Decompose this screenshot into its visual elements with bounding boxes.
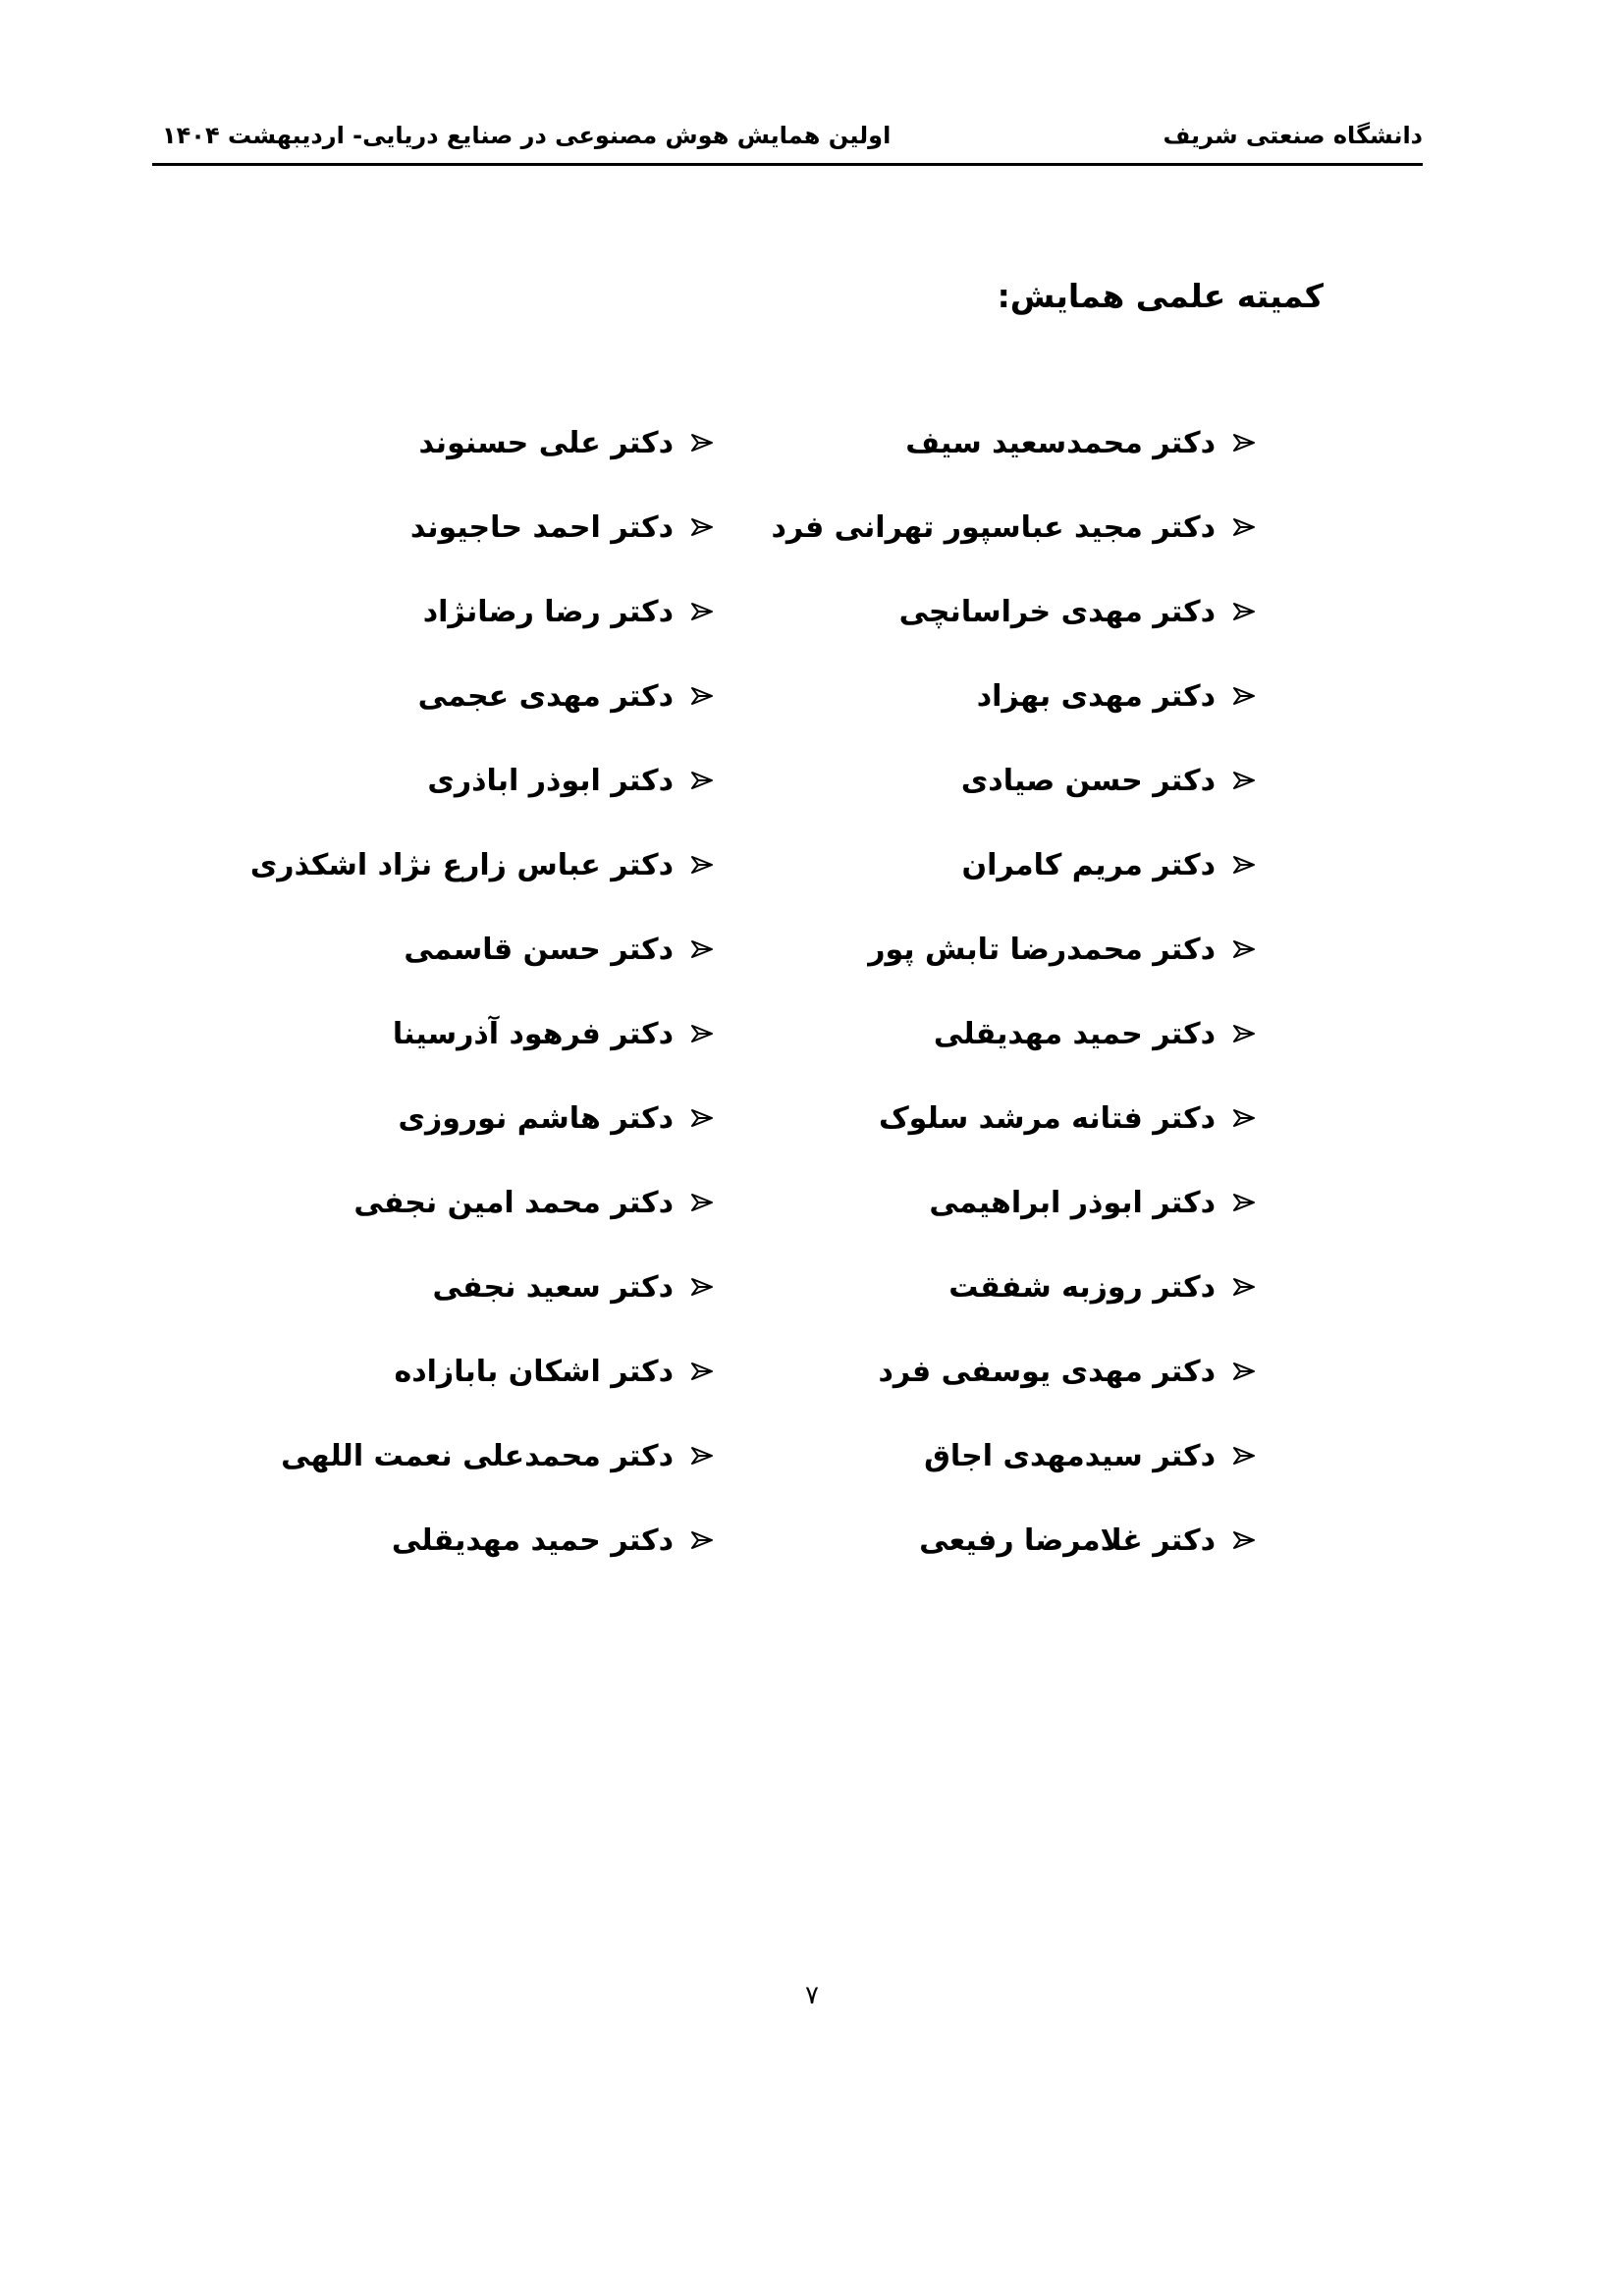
arrow-bullet-icon	[1229, 770, 1257, 791]
committee-member-name: دکتر سیدمهدی اجاق	[924, 1438, 1216, 1473]
committee-member-name: دکتر سعید نجفی	[432, 1269, 674, 1305]
arrow-bullet-icon	[1229, 1107, 1257, 1129]
committee-member	[772, 1076, 1257, 1160]
committee-member	[250, 907, 715, 991]
committee-member-name: دکتر غلامرضا رفیعی	[919, 1522, 1216, 1558]
arrow-bullet-icon	[687, 432, 715, 454]
arrow-bullet-icon	[687, 1107, 715, 1129]
arrow-bullet-icon	[687, 1192, 715, 1213]
committee-member-name: دکتر مجید عباسپور تهرانی فرد	[771, 509, 1216, 545]
committee-member	[772, 991, 1257, 1076]
arrow-bullet-icon	[687, 685, 715, 707]
committee-member	[772, 907, 1257, 991]
arrow-bullet-icon	[687, 1361, 715, 1382]
arrow-bullet-icon	[1229, 1192, 1257, 1213]
committee-member	[250, 823, 715, 907]
committee-member-name: دکتر مهدی یوسفی فرد	[878, 1354, 1216, 1389]
arrow-bullet-icon	[687, 854, 715, 876]
page-header	[152, 116, 1423, 166]
committee-member	[250, 991, 715, 1076]
header-conference-title: اولین همایش هوش مصنوعی در صنایع دریایی- اردیبهشت ۱۴۰۴	[162, 122, 892, 149]
arrow-bullet-icon	[687, 516, 715, 538]
arrow-bullet-icon	[1229, 854, 1257, 876]
arrow-bullet-icon	[1229, 685, 1257, 707]
arrow-bullet-icon	[1229, 1276, 1257, 1298]
arrow-bullet-icon	[687, 1445, 715, 1467]
committee-member-name: دکتر ابوذر ابراهیمی	[929, 1185, 1216, 1220]
committee-member-name: دکتر مهدی عجمی	[417, 678, 674, 714]
arrow-bullet-icon	[687, 938, 715, 960]
committee-member	[772, 823, 1257, 907]
committee-member	[772, 1160, 1257, 1245]
committee-member	[250, 1498, 715, 1582]
committee-member-name: دکتر مهدی بهزاد	[976, 678, 1216, 714]
committee-member	[250, 1245, 715, 1329]
committee-member-name: دکتر حمید مهدیقلی	[391, 1522, 674, 1558]
committee-member-name: دکتر محمدرضا تابش پور	[868, 932, 1216, 967]
arrow-bullet-icon	[1229, 938, 1257, 960]
arrow-bullet-icon	[687, 1529, 715, 1551]
committee-member	[772, 569, 1257, 654]
committee-member-name: دکتر محمد امین نجفی	[353, 1185, 674, 1220]
committee-column-left	[250, 400, 715, 1582]
committee-member	[772, 1329, 1257, 1414]
committee-member-name: دکتر محمدعلی نعمت اللهی	[281, 1438, 674, 1473]
arrow-bullet-icon	[1229, 1529, 1257, 1551]
committee-member	[772, 1498, 1257, 1582]
committee-member-name: دکتر ابوذر اباذری	[427, 763, 674, 798]
committee-member-name: دکتر مهدی خراسانچی	[898, 594, 1216, 629]
arrow-bullet-icon	[687, 1276, 715, 1298]
committee-member-name: دکتر روزبه شفقت	[948, 1269, 1216, 1305]
committee-member	[772, 738, 1257, 823]
section-title: کمیته علمی همایش:	[997, 277, 1324, 315]
committee-column-right	[772, 400, 1257, 1582]
committee-member	[250, 1329, 715, 1414]
committee-member	[772, 1414, 1257, 1498]
committee-member-name: دکتر احمد حاجیوند	[409, 509, 674, 545]
committee-member-name: دکتر مریم کامران	[961, 847, 1216, 882]
committee-member	[250, 1160, 715, 1245]
arrow-bullet-icon	[687, 1023, 715, 1044]
committee-member-name: دکتر هاشم نوروزی	[398, 1100, 674, 1136]
committee-member	[250, 485, 715, 569]
arrow-bullet-icon	[1229, 1023, 1257, 1044]
committee-member	[250, 400, 715, 485]
arrow-bullet-icon	[1229, 1445, 1257, 1467]
committee-member	[250, 738, 715, 823]
committee-member	[250, 1414, 715, 1498]
arrow-bullet-icon	[1229, 1361, 1257, 1382]
header-institution: دانشگاه صنعتی شریف	[1163, 122, 1423, 149]
committee-member	[250, 1076, 715, 1160]
committee-member-name: دکتر رضا رضانژاد	[422, 594, 674, 629]
committee-member	[772, 485, 1257, 569]
committee-member	[772, 400, 1257, 485]
arrow-bullet-icon	[1229, 432, 1257, 454]
arrow-bullet-icon	[1229, 601, 1257, 622]
committee-member-name: دکتر فرهود آذرسینا	[392, 1016, 674, 1051]
page-number: ۷	[805, 1981, 819, 2010]
committee-member-name: دکتر حسن قاسمی	[404, 932, 674, 967]
committee-member-name: دکتر علی حسنوند	[418, 425, 674, 460]
arrow-bullet-icon	[1229, 516, 1257, 538]
committee-member	[250, 569, 715, 654]
committee-member-name: دکتر اشکان بابازاده	[394, 1354, 674, 1389]
committee-member-name: دکتر عباس زارع نژاد اشکذری	[249, 847, 674, 882]
committee-member	[250, 654, 715, 738]
committee-member-name: دکتر حمید مهدیقلی	[933, 1016, 1216, 1051]
arrow-bullet-icon	[687, 601, 715, 622]
committee-member-name: دکتر حسن صیادی	[960, 763, 1216, 798]
committee-member	[772, 1245, 1257, 1329]
committee-member	[772, 654, 1257, 738]
committee-member-name: دکتر فتانه مرشد سلوک	[878, 1100, 1216, 1136]
committee-member-name: دکتر محمدسعید سیف	[905, 425, 1216, 460]
arrow-bullet-icon	[687, 770, 715, 791]
